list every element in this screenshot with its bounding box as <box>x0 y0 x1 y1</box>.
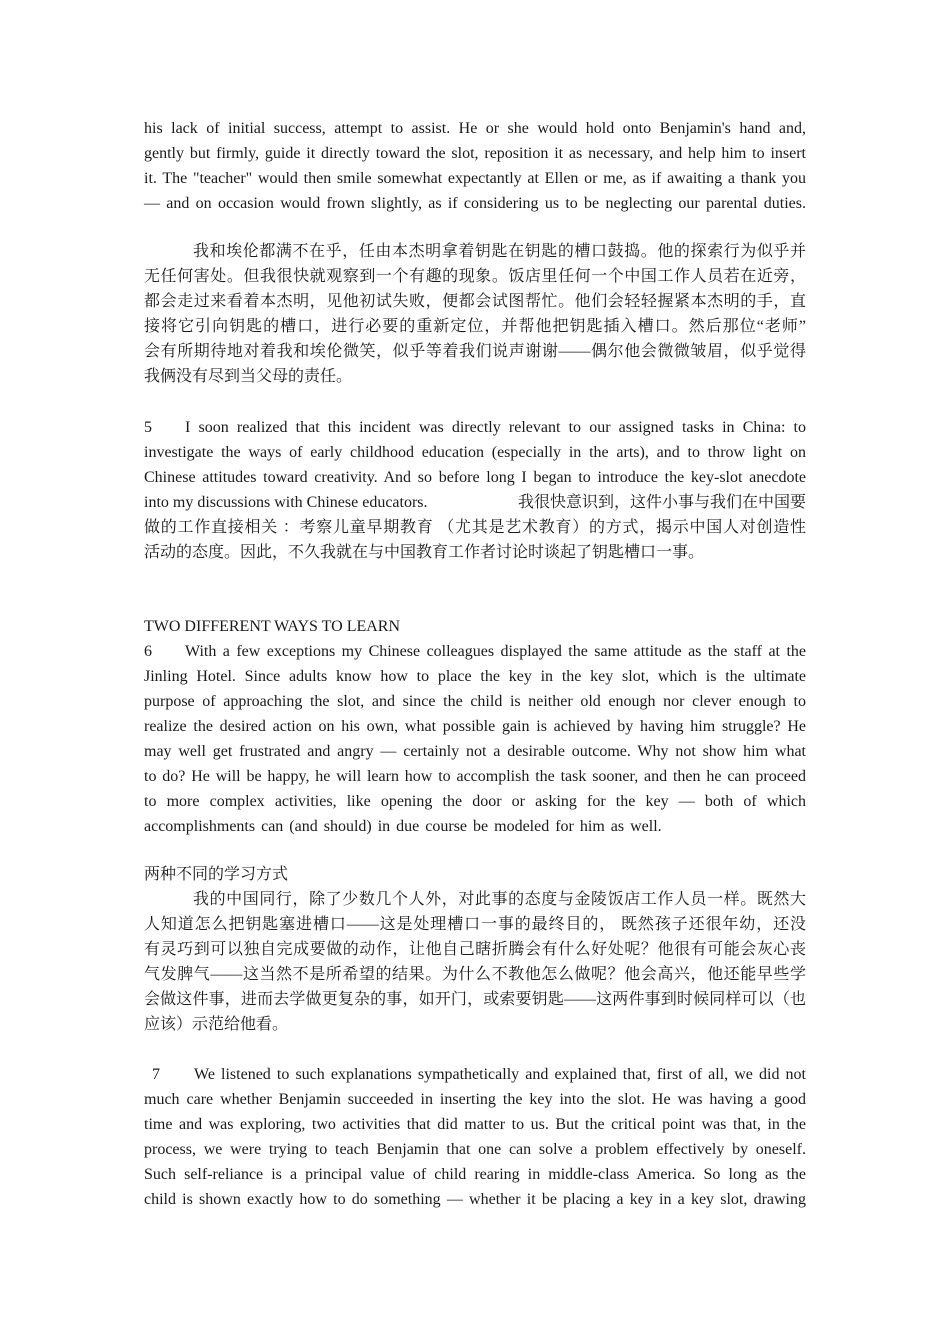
text-line <box>144 1062 806 1087</box>
paragraph-6-english <box>144 639 806 839</box>
text-line: 接将它引向钥匙的槽口，进行必要的重新定位，并帮他把钥匙插入槽口。然后那位“老师” <box>144 318 806 335</box>
text-line: Jinling Hotel. Since adults know how to place the key in the key slot, which is the ultimate <box>144 668 806 685</box>
text-line: 我俩没有尽到当父母的责任。 <box>144 368 353 385</box>
section-heading: 两种不同的学习方式 <box>144 866 289 883</box>
text-line-content: With a few exceptions my Chinese colleagues displayed the same attitude as the staff at the <box>185 643 806 660</box>
text-line: 活动的态度。因此，不久我就在与中国教育工作者讨论时谈起了钥匙槽口一事。 <box>144 544 705 561</box>
text-line: 会有所期待地对着我和埃伦微笑，似乎等着我们说声谢谢——偶尔他会微微皱眉，似乎觉得 <box>144 343 806 360</box>
text-line: purpose of approaching the slot, and since the child is neither old enough nor clever enough to <box>144 693 806 710</box>
text-line: Such self-reliance is a principal value of child rearing in middle-class America. So long as the <box>144 1166 806 1183</box>
text-line <box>144 415 806 440</box>
text-line: Chinese attitudes toward creativity. And so before long I began to introduce the key-slot anecdote <box>144 469 806 486</box>
text-line-mixed <box>144 490 806 515</box>
text-line-content: We listened to such explanations sympathetically and explained that, first of all, we did not <box>194 1066 806 1083</box>
text-line-content: I soon realized that this incident was directly relevant to our assigned tasks in China: to <box>185 419 806 436</box>
text-line: to more complex activities, like opening the door or asking for the key — both of which <box>144 793 806 810</box>
text-line: 无任何害处。但我很快就观察到一个有趣的现象。饭店里任何一个中国工作人员若在近旁， <box>144 268 806 285</box>
text-line: process, we were trying to teach Benjamin that one can solve a problem effectively by oneself. <box>144 1141 806 1158</box>
text-line: 气发脾气——这当然不是所希望的结果。为什么不教他怎么做呢？他会高兴，他还能早些学 <box>144 966 806 983</box>
text-line: 会做这件事，进而去学做更复杂的事，如开门，或索要钥匙——这两件事到时候同样可以（也 <box>144 991 806 1008</box>
paragraph-number: 5 <box>144 419 152 436</box>
text-line: 做的工作直接相关 ：考察儿童早期教育 （尤其是艺术教育）的方式，揭示中国人对创造性 <box>144 519 806 536</box>
paragraph-7-english <box>144 1062 806 1212</box>
text-line: gently but firmly, guide it directly toward the slot, reposition it as necessary, and help him to insert <box>144 145 806 162</box>
section-heading-chinese <box>144 862 806 887</box>
paragraph-5 <box>144 415 806 565</box>
text-line: 都会走过来看着本杰明，见他初试失败，便都会试图帮忙。他们会轻轻握紧本杰明的手，直 <box>144 293 806 310</box>
paragraph-4-english <box>144 116 806 216</box>
text-line: his lack of initial success, attempt to assist. He or she would hold onto Benjamin's hand and, <box>144 120 806 137</box>
text-line: realize the desired action on his own, what possible gain is achieved by having him struggle? He <box>144 718 806 735</box>
paragraph-6-chinese <box>144 887 806 1037</box>
text-line: — and on occasion would frown slightly, as if considering us to be neglecting our parental duties. <box>144 195 806 212</box>
paragraph-number: 6 <box>144 643 152 660</box>
text-line: child is shown exactly how to do something — whether it be placing a key in a key slot, drawing <box>144 1191 806 1208</box>
text-line: it. The "teacher" would then smile somewhat expectantly at Ellen or me, as if awaiting a thank you <box>144 170 806 187</box>
text-line: accomplishments can (and should) in due course be modeled for him as well. <box>144 818 662 835</box>
text-line: much care whether Benjamin succeeded in inserting the key into the slot. He was having a good <box>144 1091 806 1108</box>
text-line: 我的中国同行，除了少数几个人外，对此事的态度与金陵饭店工作人员一样。既然大 <box>193 891 806 908</box>
text-line <box>144 639 806 664</box>
text-line: 人知道怎么把钥匙塞进槽口——这是处理槽口一事的最终目的， 既然孩子还很年幼，还没 <box>144 916 806 933</box>
text-line: may well get frustrated and angry — certainly not a desirable outcome. Why not show him what <box>144 743 806 760</box>
text-line: investigate the ways of early childhood education (especially in the arts), and to throw light on <box>144 444 806 461</box>
section-heading-english <box>144 614 806 639</box>
text-line: to do? He will be happy, he will learn how to accomplish the task sooner, and then he can proceed <box>144 768 806 785</box>
text-line: 我和埃伦都满不在乎，任由本杰明拿着钥匙在钥匙的槽口鼓捣。他的探索行为似乎并 <box>193 243 806 260</box>
text-line: 有灵巧到可以独自完成要做的动作，让他自己瞎折腾会有什么好处呢？他很有可能会灰心丧 <box>144 941 806 958</box>
paragraph-4-chinese <box>144 239 806 389</box>
section-heading: TWO DIFFERENT WAYS TO LEARN <box>144 618 401 635</box>
text-line: time and was exploring, two activities that did matter to us. But the critical point was that, in the <box>144 1116 806 1133</box>
text-line-chinese-part: 我很快意识到，这件小事与我们在中国要 <box>517 494 806 511</box>
text-line: 应该）示范给他看。 <box>144 1016 289 1033</box>
text-line-english-part: into my discussions with Chinese educators. <box>144 494 428 511</box>
paragraph-number: 7 <box>152 1066 160 1083</box>
